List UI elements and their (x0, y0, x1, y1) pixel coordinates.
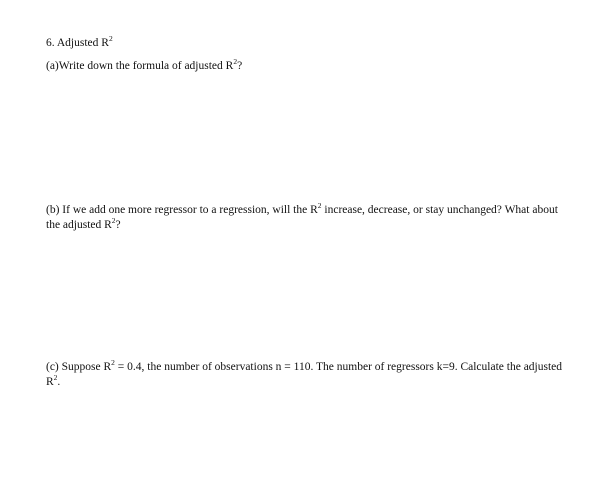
part-b-text-3: ? (115, 219, 121, 231)
part-b-text-1: (b) If we add one more regressor to a regression, will the R (46, 204, 318, 216)
superscript: 2 (111, 216, 116, 226)
superscript: 2 (233, 57, 238, 67)
part-a-text: (a)Write down the formula of adjusted R (46, 60, 234, 72)
part-c-text-2: = 0.4, the number of observations n = 110. The number of regressors k=9. Calculate the adjusted R (46, 361, 563, 388)
part-c-text-3: . (57, 376, 61, 388)
superscript: 2 (317, 201, 322, 211)
superscript: 2 (108, 34, 113, 44)
part-c-prompt (46, 360, 564, 390)
question-heading (46, 36, 566, 51)
superscript: 2 (53, 373, 58, 383)
part-a-answer-space[interactable] (46, 80, 564, 195)
part-b-text-2: increase, decrease, or stay unchanged? What about the adjusted R (46, 204, 558, 231)
part-c-text-1: (c) Suppose R (46, 361, 112, 373)
question-heading-text: 6. Adjusted R (46, 37, 109, 49)
part-a-text-end: ? (237, 60, 243, 72)
part-b-answer-space[interactable] (46, 238, 564, 353)
superscript: 2 (111, 358, 115, 368)
part-a-prompt (46, 59, 566, 74)
part-c-answer-space[interactable] (46, 395, 564, 485)
part-b-prompt (46, 203, 564, 233)
